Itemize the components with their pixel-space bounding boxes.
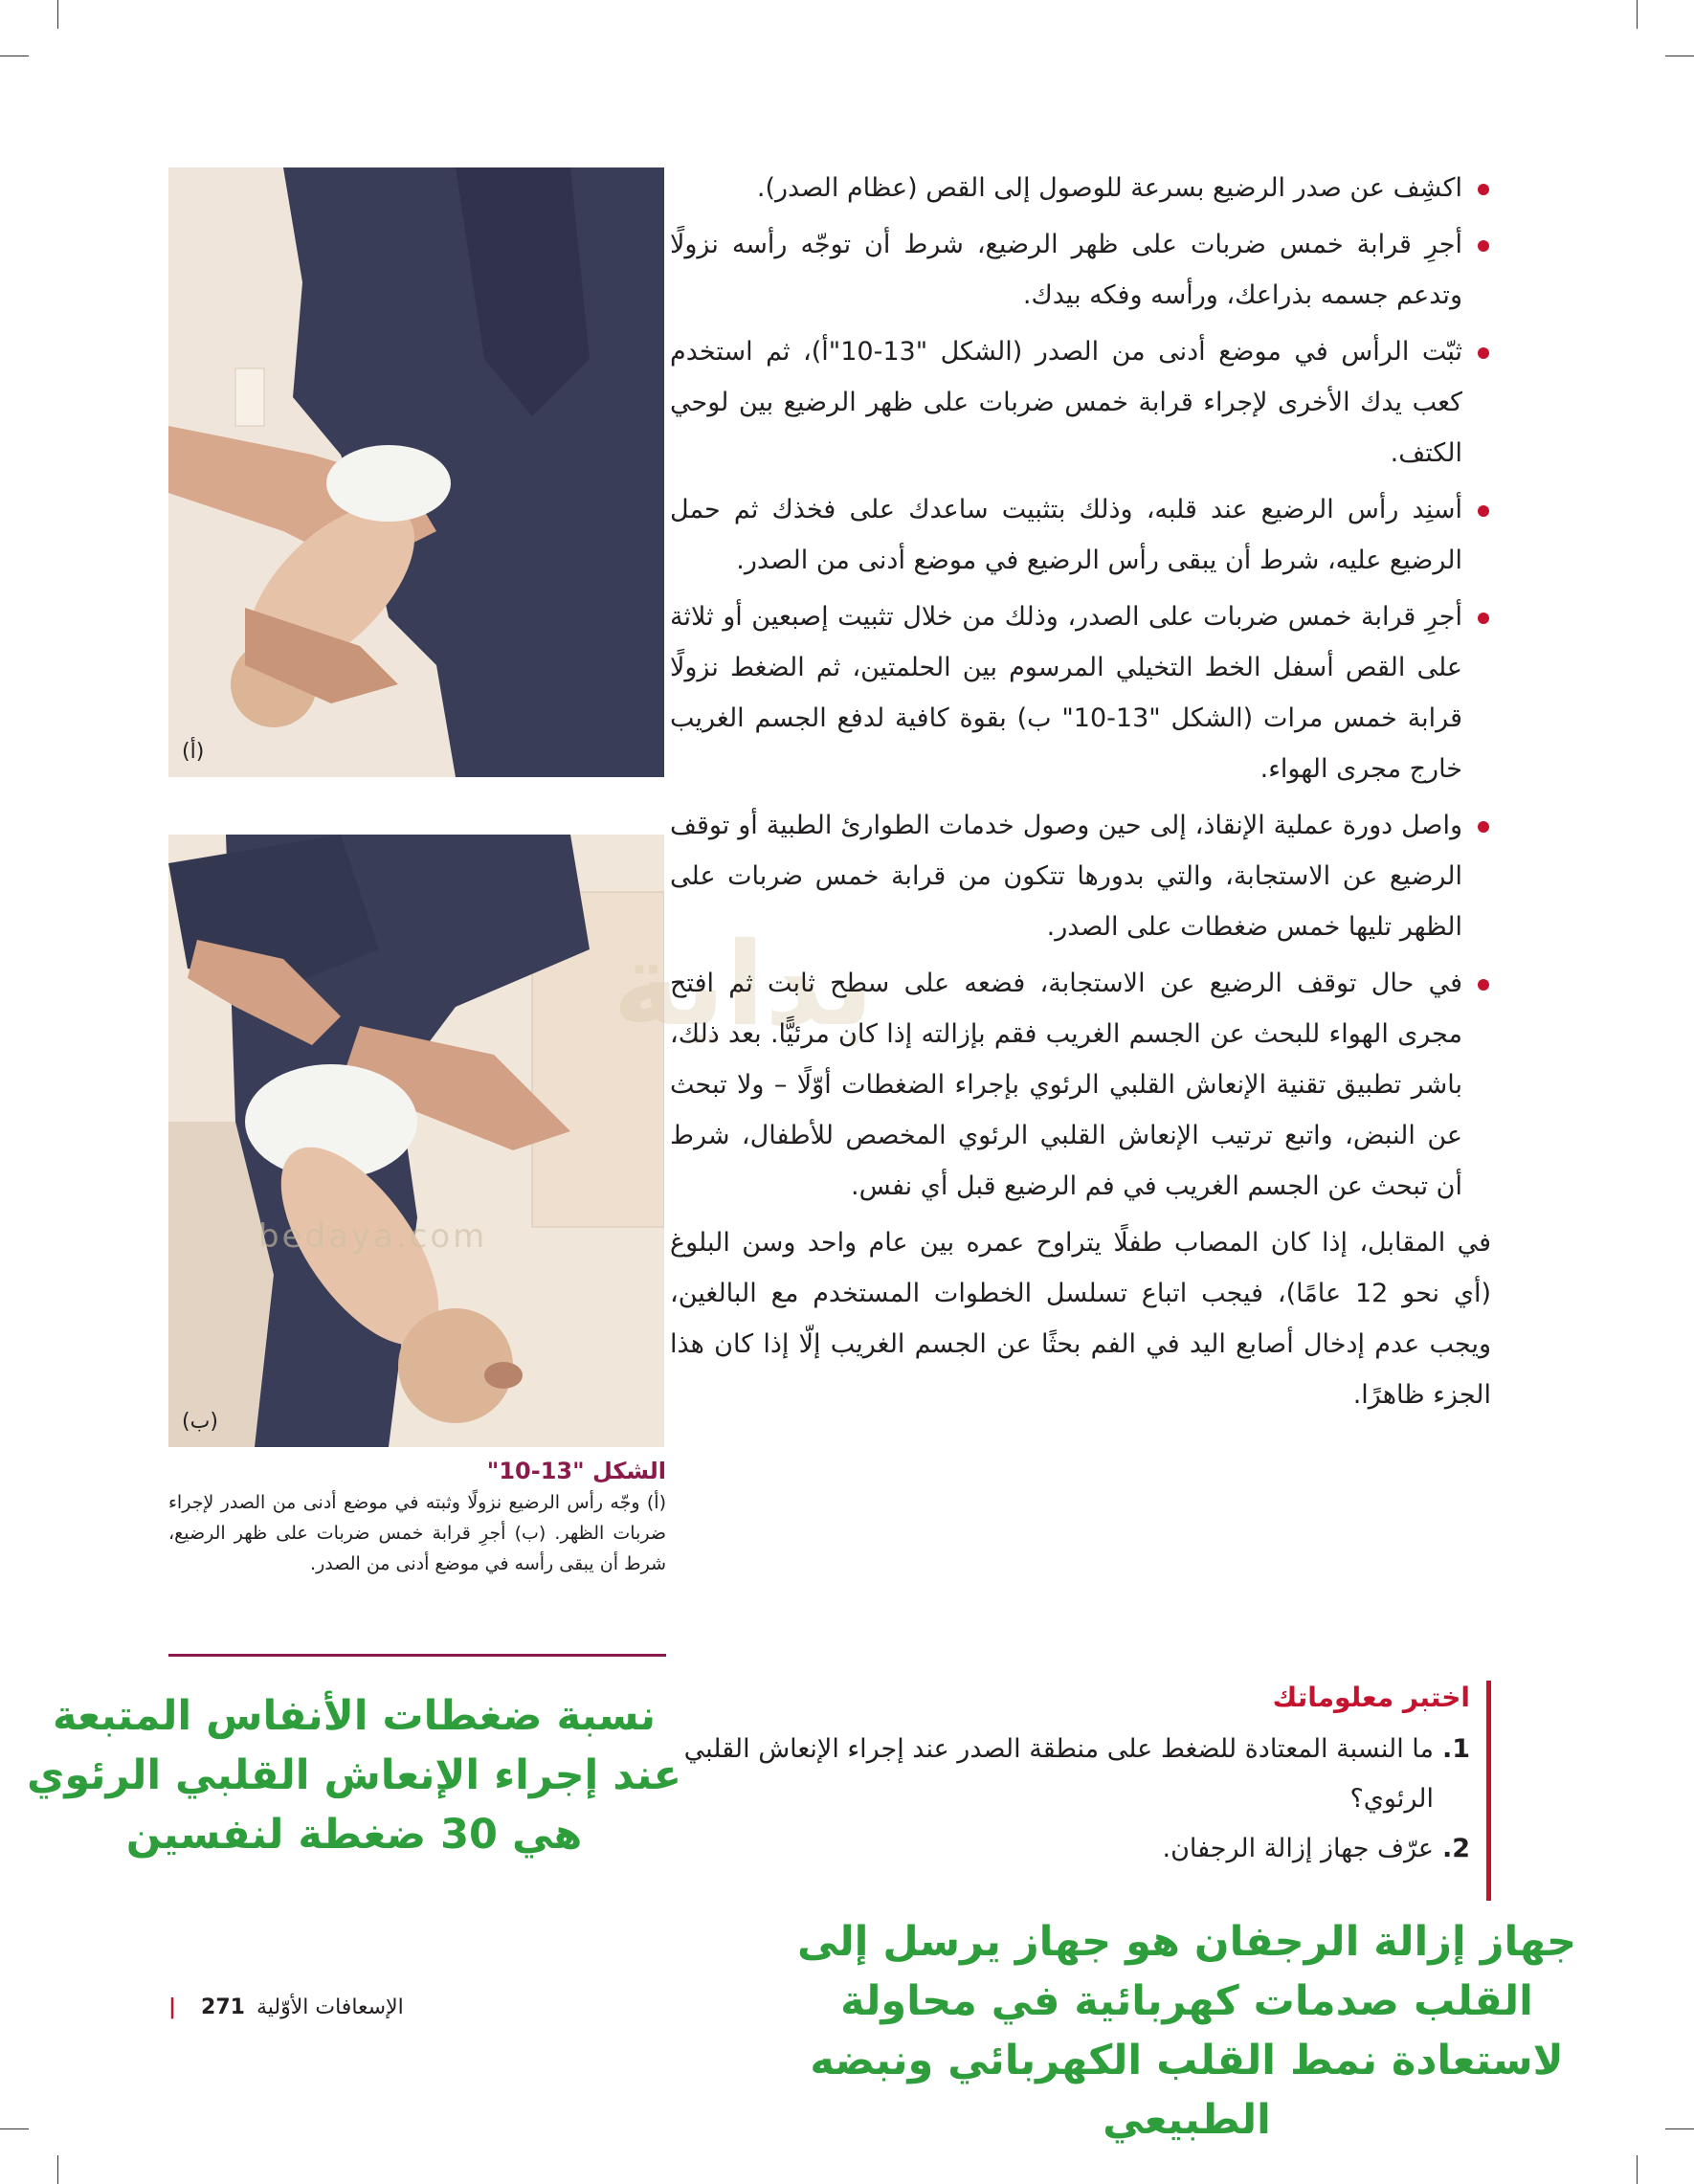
footer-separator: | <box>168 1995 177 2019</box>
quiz-title: اختبر معلوماتك <box>1272 1682 1470 1713</box>
step-item <box>670 326 1491 479</box>
quiz-question: عرّف جهاز إزالة الرجفان. <box>1162 1834 1434 1863</box>
step-item <box>670 163 1491 213</box>
crop-mark <box>1637 2155 1638 2184</box>
watermark-logo: بداية <box>613 919 875 1052</box>
bullet-dot <box>1478 613 1489 624</box>
crop-mark <box>57 2155 58 2184</box>
figure-caption <box>168 1455 666 1579</box>
quiz-question: ما النسبة المعتادة للضغط على منطقة الصدر عند إجراء الإنعاش القلبي الرئوي؟ <box>683 1734 1434 1814</box>
bullet-dot <box>1478 979 1489 991</box>
step-text: أجرِ قرابة خمس ضربات على ظهر الرضيع، شرط أن توجّه رأسه نزولًا وتدعم جسمه بذراعك، ورأسه وفكه بيدك. <box>670 230 1462 310</box>
watermark-url: bedaya.com <box>258 1217 488 1256</box>
step-text: واصل دورة عملية الإنقاذ، إلى حين وصول خدمات الطوارئ الطبية أو توقف الرضيع عن الاستجابة، والتي بدورها تتكون من قرابة خمس ضربات على الظهر تليها خمس ضغطات على الصدر. <box>670 811 1462 942</box>
bullet-dot <box>1478 240 1489 252</box>
step-text: أسنِد رأس الرضيع عند قلبه، وذلك بتثبيت ساعدك على فخذك ثم حمل الرضيع عليه، شرط أن يبقى رأس الرضيع في موضع أدنى من الصدر. <box>670 495 1462 575</box>
photo-back-blows <box>168 167 664 777</box>
quiz-number: 1. <box>1441 1734 1470 1764</box>
bullet-dot <box>1478 347 1489 359</box>
photo-b-label: (ب) <box>182 1410 218 1434</box>
photo-b-illustration <box>168 835 664 1447</box>
bullet-dot <box>1478 821 1489 833</box>
photo-a-illustration <box>168 167 664 777</box>
footer-section: الإسعافات الأوّلية <box>256 1995 404 2019</box>
quiz-accent-bar <box>1486 1681 1491 1901</box>
quiz-list <box>670 1725 1483 1874</box>
quiz-item <box>670 1725 1470 1824</box>
step-item <box>670 800 1491 952</box>
step-item <box>670 958 1491 1212</box>
bullet-dot <box>1478 184 1489 195</box>
caption-text: (أ) وجّه رأس الرضيع نزولًا وثبته في موضع أدنى من الصدر لإجراء ضربات الظهر. (ب) أجرِ قرابة خمس ضربات على ظهر الرضيع، شرط أن يبقى رأسه في موضع أدنى من الصدر. <box>168 1492 666 1574</box>
step-item <box>670 591 1491 794</box>
photo-chest-thrusts <box>168 835 664 1447</box>
caption-divider <box>168 1654 666 1657</box>
crop-mark <box>1665 2128 1694 2129</box>
step-text: في حال توقف الرضيع عن الاستجابة، فضعه على سطح ثابت ثم افتح مجرى الهواء للبحث عن الجسم الغريب فقم بإزالته إذا كان مرئيًّا. بعد ذلك، باشر تطبيق تقنية الإنعاش القلبي الرئوي بإجراء الضغطات أوّلًا – ولا تبحث عن النبض، واتبع ترتيب الإنعاش القلبي الرئوي المخصص للأطفال، شرط أن تبحث عن الجسم الغريب في فم الرضيع قبل أي نفس. <box>670 969 1462 1201</box>
page-footer <box>168 1991 404 2025</box>
quiz-item <box>670 1824 1470 1874</box>
step-item <box>670 219 1491 321</box>
crop-mark <box>1637 0 1638 29</box>
step-item <box>670 484 1491 586</box>
step-text: أجرِ قرابة خمس ضربات على الصدر، وذلك من خلال تثبيت إصبعين أو ثلاثة على القص أسفل الخط التخيلي المرسوم بين الحلمتين، ثم الضغط نزولًا قرابة خمس مرات (الشكل "13-10" ب) بقوة كافية لدفع الجسم الغريب خارج مجرى الهواء. <box>670 602 1462 784</box>
caption-title: الشكل "13-10" <box>486 1458 666 1484</box>
answer-2: جهاز إزالة الرجفان هو جهاز يرسل إلى القلب صدمات كهربائية في محاولة لاستعادة نمط القلب الكهربائي ونبضه الطبيعي <box>797 1918 1576 2144</box>
answer-1: نسبة ضغطات الأنفاس المتبعة عند إجراء الإنعاش القلبي الرئوي هي 30 ضغطة لنفسين <box>26 1692 682 1859</box>
page-number: 271 <box>201 1995 245 2019</box>
main-text-column <box>670 163 1491 1420</box>
steps-list <box>670 163 1491 1212</box>
quiz-box <box>670 1677 1483 1874</box>
quiz-number: 2. <box>1441 1834 1470 1863</box>
step-text: ثبّت الرأس في موضع أدنى من الصدر (الشكل "13-10"أ)، ثم استخدم كعب يدك الأخرى لإجراء قرابة خمس ضربات على ظهر الرضيع بين لوحي الكتف. <box>670 337 1462 468</box>
photo-a-label: (أ) <box>182 740 205 764</box>
step-text: اكشِف عن صدر الرضيع بسرعة للوصول إلى القص (عظام الصدر). <box>756 173 1462 203</box>
crop-mark <box>57 0 58 29</box>
child-paragraph: في المقابل، إذا كان المصاب طفلًا يتراوح عمره بين عام واحد وسن البلوغ (أي نحو 12 عامًا)، فيجب اتباع تسلسل الخطوات المستخدم مع البالغين، ويجب عدم إدخال أصابع اليد في الفم بحثًا عن الجسم الغريب إلّا إذا كان هذا الجزء ظاهرًا. <box>670 1228 1492 1410</box>
bullet-dot <box>1478 505 1489 517</box>
crop-mark <box>0 2128 29 2129</box>
